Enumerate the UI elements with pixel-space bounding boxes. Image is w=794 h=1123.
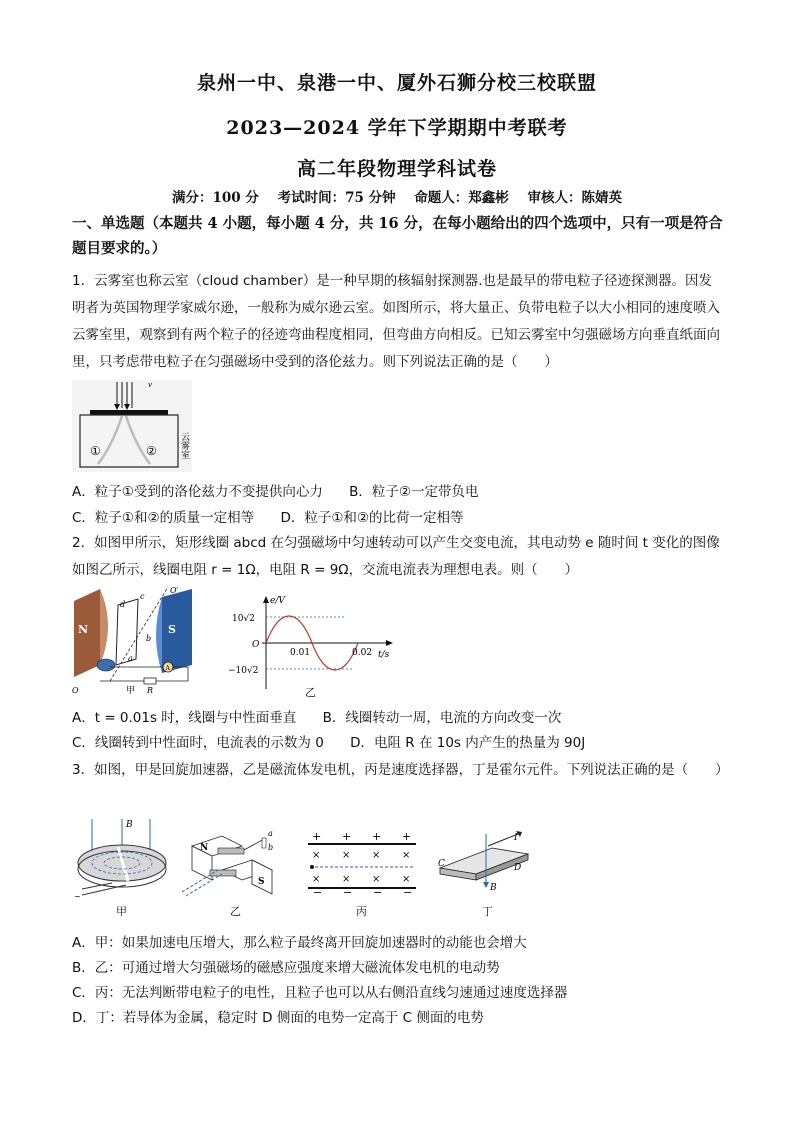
cap-yi: 乙 [230, 905, 241, 918]
question-author: 命题人：郑鑫彬 [414, 190, 509, 206]
full-score: 满分：100 分 [172, 190, 259, 206]
svg-text:+: + [312, 830, 322, 843]
svg-text:S: S [258, 877, 265, 887]
svg-text:b: b [268, 843, 274, 852]
svg-text:B: B [490, 883, 497, 893]
svg-text:×: × [342, 874, 351, 885]
svg-text:c: c [140, 592, 145, 601]
q2-option-a[interactable]: A．t = 0.01s 时，线圈与中性面垂直 [72, 710, 297, 726]
svg-text:D: D [514, 863, 522, 873]
particle-2-label: ② [146, 444, 157, 458]
mhd-generator-figure [182, 828, 290, 898]
q1-option-b[interactable]: B．粒子②一定带负电 [349, 484, 479, 500]
svg-text:N: N [78, 623, 89, 636]
svg-text:I: I [514, 833, 518, 843]
svg-text:×: × [312, 874, 321, 885]
exam-meta [0, 186, 794, 206]
svg-text:B: B [126, 820, 133, 830]
svg-text:−: − [403, 886, 413, 896]
q1-options-row2 [72, 508, 464, 528]
tick-t1: 0.01 [290, 648, 311, 658]
tick-t2: 0.02 [352, 648, 373, 658]
q1-option-d[interactable]: D．粒子①和②的比荷一定相等 [280, 510, 464, 526]
q2-option-b[interactable]: B．线圈转动一周，电流的方向改变一次 [322, 710, 562, 726]
svg-text:O: O [72, 686, 79, 695]
origin-label: O [252, 640, 260, 650]
q2-options-row2 [72, 733, 585, 753]
reviewer: 审核人：陈婧英 [527, 190, 622, 206]
q3-option-c[interactable]: C．丙：无法判断带电粒子的电性，且粒子也可以从右侧沿直线匀速通过速度选择器 [72, 985, 568, 1001]
particle-1-label: ① [90, 444, 101, 458]
svg-text:C: C [438, 859, 445, 869]
cap-jia: 甲 [116, 905, 127, 918]
q3-option-a[interactable]: A．甲：如果加速电压增大，那么粒子最终离开回旋加速器时的动能也会增大 [72, 935, 527, 951]
svg-text:−: − [343, 886, 353, 896]
tick-positive: 10√2 [232, 614, 255, 624]
cloud-chamber-label: 云雾室 [179, 432, 189, 459]
y-axis-label: e/V [270, 596, 285, 606]
svg-text:+: + [402, 830, 412, 843]
exam-term-title: 2023—2024 学年下学期期中考联考 [226, 117, 568, 139]
cyclotron-figure [72, 815, 172, 903]
svg-text:A: A [165, 665, 170, 672]
q1-stem: 1．云雾室也称云室（cloud chamber）是一种早期的核辐射探测器.也是最早的带电粒子径迹探测器。因发明者为英国物理学家威尔逊，一般称为威尔逊云室。如图所示，将大量正、负带电粒子以大小相同的速度喷入云雾室里，观察到有两个粒子的径迹弯曲程度相同，但弯曲方向相反。已知云雾室中匀强磁场方向垂直纸面向里，只考虑带电粒子在匀强磁场中受到的洛伦兹力。则下列说法正确的是（ ） [72, 273, 720, 370]
q2-stem: 2．如图甲所示，矩形线圈 abcd 在匀强磁场中匀速转动可以产生交变电流，其电动势 e 随时间 t 变化的图像如图乙所示，线圈电阻 r = 1Ω，电阻 R = 9Ω，交流电流表为理想电表。则（ ） [72, 535, 720, 578]
svg-text:S: S [168, 623, 176, 636]
q1-option-a[interactable]: A．粒子①受到的洛伦兹力不变提供向心力 [72, 484, 323, 500]
svg-text:×: × [402, 874, 411, 885]
svg-text:×: × [342, 850, 351, 861]
velocity-selector-figure [306, 830, 418, 896]
emf-time-graph [228, 593, 400, 697]
svg-text:b: b [146, 634, 152, 643]
x-axis-label: t/s [378, 650, 390, 660]
svg-text:~: ~ [74, 892, 81, 901]
generator-figure [70, 585, 202, 697]
svg-text:×: × [402, 850, 411, 861]
fig-yi-caption: 乙 [305, 686, 316, 699]
svg-text:×: × [372, 874, 381, 885]
svg-text:R: R [147, 686, 154, 695]
svg-text:+: + [372, 830, 382, 843]
svg-text:a: a [268, 829, 273, 838]
svg-text:O′: O′ [170, 586, 179, 595]
svg-text:×: × [372, 850, 381, 861]
hall-element-figure [432, 828, 542, 894]
svg-text:−: − [373, 886, 383, 896]
q2-option-d[interactable]: D．电阻 R 在 10s 内产生的热量为 90J [350, 735, 586, 751]
q2-options-row1 [72, 708, 561, 728]
paper-title: 高二年段物理学科试卷 [296, 158, 497, 180]
svg-text:d: d [120, 600, 126, 609]
q3-option-b[interactable]: B．乙：可通过增大匀强磁场的磁感应强度来增大磁流体发电机的电动势 [72, 960, 500, 976]
svg-text:N: N [200, 843, 209, 853]
fig-jia-caption: 甲 [126, 686, 136, 696]
svg-text:+: + [342, 830, 352, 843]
cap-bing: 丙 [356, 905, 367, 918]
velocity-label: v [148, 381, 152, 389]
svg-text:a: a [128, 654, 133, 663]
q2-option-c[interactable]: C．线圈转到中性面时，电流表的示数为 0 [72, 735, 324, 751]
svg-text:−: − [313, 886, 323, 896]
exam-time: 考试时间：75 分钟 [277, 190, 396, 206]
tick-negative: −10√2 [228, 666, 259, 676]
q1-option-c[interactable]: C．粒子①和②的质量一定相等 [72, 510, 255, 526]
cloud-chamber-figure [72, 380, 192, 472]
cap-ding: 丁 [482, 905, 493, 918]
school-union-title: 泉州一中、泉港一中、厦外石狮分校三校联盟 [196, 72, 597, 94]
q1-options-row1 [72, 482, 479, 502]
q3-option-d[interactable]: D．丁：若导体为金属，稳定时 D 侧面的电势一定高于 C 侧面的电势 [72, 1010, 484, 1026]
svg-text:×: × [312, 850, 321, 861]
section-heading: 一、单选题（本题共 4 小题，每小题 4 分，共 16 分，在每小题给出的四个选项中，只有一项是符合题目要求的。） [72, 215, 723, 257]
q3-stem: 3．如图，甲是回旋加速器，乙是磁流体发电机，丙是速度选择器，丁是霍尔元件。下列说法正确的是（ ） [72, 762, 729, 778]
